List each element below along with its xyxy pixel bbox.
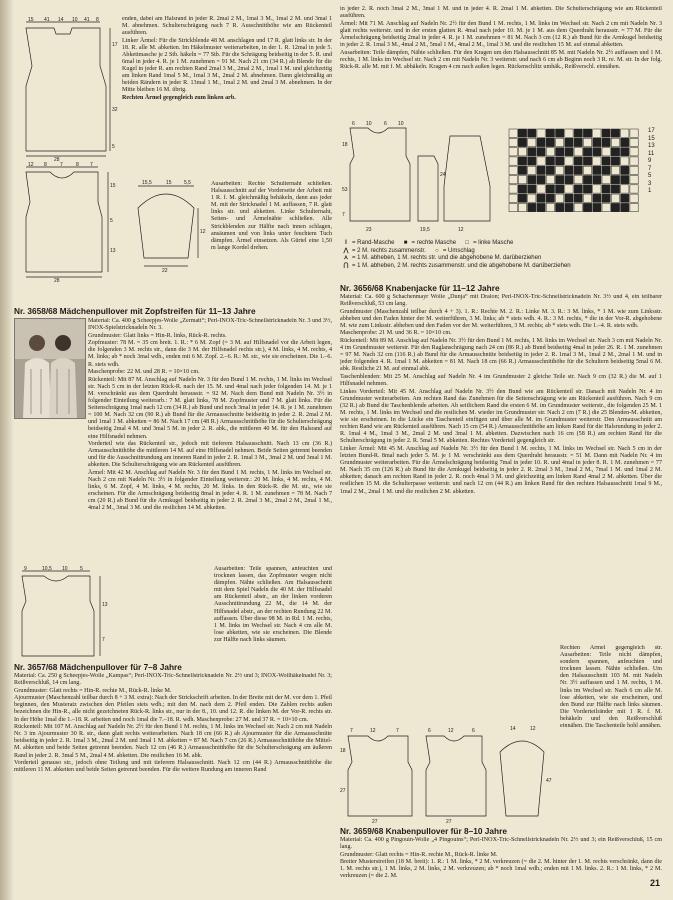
dim-label: 10,5: [42, 566, 52, 572]
binding-shadow: [0, 0, 14, 900]
chart-cell: [611, 194, 619, 202]
chart-cell: [528, 148, 536, 156]
chart-cell: [630, 166, 638, 174]
chart-cell: [537, 203, 545, 211]
chart-cell: [583, 185, 591, 193]
chart-cell: [611, 138, 619, 146]
chart-cell: [528, 203, 536, 211]
section-heading: Nr. 3657/68 Mädchenpullover für 7–8 Jahre: [14, 662, 182, 672]
chart-cell: [611, 185, 619, 193]
dim-label: 10: [398, 121, 404, 127]
paragraph: Zopfmuster: 78 M. = 35 cm breit. 1. R.: * 6 M. Zopf (= 3 M. auf Hilfsnadel vor die Arbeit legen, die folgenden 3 M. rechts str., dann die 3 M. der Hilfsnadel rechts str.), 4 M. links, 4 M. rechts, 4 M. links; ab * noch 3mal wdh., enden mit 6 M. Zopf. 2.–6. R.: M. str., wie sie erscheinen. Die 1.–6. R. stets wdh.: [88, 340, 332, 368]
chart-cell: [574, 138, 582, 146]
legend-row: [340, 240, 662, 248]
dim-label: 12: [530, 726, 536, 732]
chart-cell: [565, 148, 573, 156]
dim-label: 10: [62, 566, 68, 572]
dim-label: 12: [448, 728, 454, 734]
section-heading: Nr. 3658/68 Mädchenpullover mit Zopfstreifen für 11–13 Jahre: [14, 306, 256, 316]
page-number: 21: [649, 878, 660, 888]
chart-cell: [583, 129, 591, 137]
legend-text: = rechte Masche: [411, 240, 457, 246]
row-number-column: [648, 128, 668, 196]
chart-cell: [546, 166, 554, 174]
yarnover-symbol-icon: ○: [435, 247, 439, 254]
row-number: 9: [648, 158, 652, 164]
chart-cell: [593, 157, 601, 165]
row-number: 11: [648, 150, 655, 157]
dim-label: 27: [446, 819, 452, 824]
chart-cell: [518, 166, 526, 174]
row-number: 1: [648, 188, 652, 194]
dim-label: 6: [384, 121, 387, 127]
paragraph: Rechten Ärmel gegengleich zum linken arb.: [122, 95, 236, 102]
chart-cell: [528, 194, 536, 202]
paragraph: Ausarbeiten: Teile spannen, anfeuchten und trocknen lassen, das Zopfmuster wegen nicht dämpfen. Nähte schließen. Am Halsausschnitt mit dem Spiel Nadeln die 40 M. der Hilfsnadel am Rückenteil abstr., an der linken vorderen Ausschnittrundung 22 M., die 14 M. der Hilfsnadel abstr., an der rechten Rundung 22 M. auffassen. Über diese 98 M. in Rd. 1 M. rechts, 1 M. links im Wechsel str. Nach 4 cm alle M. lose abketten, wie sie erscheinen. Die Blende zur Hälfte nach links säumen.: [214, 566, 332, 643]
chart-cell: [630, 148, 638, 156]
chart-cell: [593, 194, 601, 202]
chart-cell: [621, 138, 629, 146]
dim-label: 19,5: [420, 227, 430, 233]
chart-cell: [546, 194, 554, 202]
paragraph: Taschenblenden: Mit 25 M. Anschlag auf Nadeln Nr. 4 im Grundmuster 2 gleiche Teile str. Nach 9 cm (32 R.) die M. auf 1 Hilfsnadel nehmen.: [340, 374, 662, 388]
chart-cell: [593, 129, 601, 137]
chart-cell: [611, 129, 619, 137]
pattern-3658-instructions: [88, 318, 332, 566]
instructions-continued: [122, 16, 332, 181]
chart-cell: [509, 148, 517, 156]
chart-cell: [565, 176, 573, 184]
chart-cell: [528, 185, 536, 193]
chart-cell: [602, 129, 610, 137]
chart-cell: [574, 194, 582, 202]
chart-cell: [509, 157, 517, 165]
k2tog-symbol-icon: ⋀: [343, 247, 349, 254]
chart-cell: [528, 129, 536, 137]
photo-girls-sweater: [14, 318, 86, 419]
chart-cell: [630, 129, 638, 137]
dim-label: 6: [472, 728, 475, 734]
chart-cell: [537, 166, 545, 174]
chart-cell: [621, 166, 629, 174]
chart-cell: [518, 194, 526, 202]
dim-label: 17: [112, 42, 118, 48]
paragraph: Rückenteil: Mit 89 M. Anschlag auf Nadeln Nr. 3½ für den Bund 1 M. rechts, 1 M. links im Wechsel str. Nach 3 cm mit Nadeln Nr. 4 im Grundmuster weiterstr. Für den Raglanschrägung nach 24 cm (86 R.) ab Bund beidseitig 4mal in jeder 26. R. 1 M. zunehmen = 97 M. Nach 32 cm (116 R.) ab Bund für die Armausschnitte beidseitig in jeder 2. R. 1mal 3 M., 1mal 2 M., 2mal 1 M. und in jeder folgenden 4. R. 1mal 1 M. abketten = 81 M. Nach 18 cm (66 R.) Armausschnitthöhe für die Schultern beidseitig 5mal 6 M. abk. Restliche 21 M. auf einmal abk.: [340, 338, 662, 373]
chart-cell: [518, 203, 526, 211]
paragraph: Vorderteil genauso str., jedoch ohne Teilung und mit tieferem Halsausschnitt. Nach 12 cm (44 R.) Armausschnitthöhe die mittleren 11 M. abketten und beide Seiten getrennt beenden. Für die weitere Rundung am inneren Rand: [14, 760, 332, 774]
chart-cell: [574, 129, 582, 137]
chart-cell: [593, 203, 601, 211]
chart-cell: [509, 129, 517, 137]
chart-cell: [509, 176, 517, 184]
legend-text: = Rand-Masche: [352, 240, 395, 246]
chart-cell: [537, 185, 545, 193]
material: Material: Ca. 250 g Scheepjes-Wolle „Kampas“; Perl-INOX-Tric-Schnellstricknadeln Nr. 2½ und 3; INOX-Wollhäkelnadel Nr. 3; Reißverschluß, 14 cm lang.: [14, 673, 332, 687]
chart-cell: [630, 194, 638, 202]
chart-cell: [528, 138, 536, 146]
material: Material: Ca. 600 g Schachenmayr Wolle „Dunja“ mit Dralon; Perl-INOX-Tric-Schnellstricknadeln Nr. 3½ und 4, ein teilbarer Reißverschluß, 53 cm lang.: [340, 294, 662, 308]
paragraph: Rückenteil: Mit 87 M. Anschlag auf Nadeln Nr. 3 für den Bund 1 M. rechts, 1 M. links im Wechsel str. Nach 5 cm in der letzten Rück-R. nach der 15. M. und 4mal nach jeder folgenden 14. M. je 1 M. verschränkt aus dem Querdraht herausstr. = 92 M. Nach dem Bund mit Nadeln Nr. 3½ in folgender Einteilung weiterarb.: 7 M. glatt links, 78 M. Zopfmuster und 7 M. glatt links. Für die Seitenschrägung 1mal nach 12 cm (34 R.) ab Bund und noch 3mal in jeder 14. R. je 1 M. zunehmen = 100 M. Nach 32 cm (90 R.) ab Bund für die Armausschnitte beidseitig in jeder 2. R. 2mal 2 M. und 1mal 1 M. abketten = 86 M. Nach 17 cm (48 R.) Armausschnitthöhe für die Schulterschrägung beidseitig 2mal 4 M. und 3mal 5 M. in jeder 2. R. abk., die mittleren 40 M. für den Halsrand auf eine Hilfsnadel nehmen.: [88, 376, 332, 440]
paragraph: Ärmel: Mit 42 M. Anschlag auf Nadeln Nr. 3 für den Bund 1 M. rechts, 1 M. links im Wechsel str. Nach 2 cm mit Nadeln Nr. 3½ in folgender Einteilung weiterstr.: 20 M. links, 4 M. rechts, 4 M. links, 6 M. Zopf, 4 M. links, 4 M. rechts, 20 M. links. In den Rück-R. die M. str., wie sie erscheinen. Für die Armschrägung beidseitig 8mal in jeder 4. R. 1 M. zunehmen = 78 M. Nach 7 cm (20 R.) ab Bund für die Armkugel beidseitig in jeder 2. R. 2mal 3 M., 2mal 2 M., 2mal 1 M., 4mal 2 M., 3mal 3 M. und die restlichen 14 M. abketten.: [88, 469, 332, 512]
pattern-schematic-front: [14, 162, 124, 282]
chart-cell: [621, 194, 629, 202]
dim-label: 8: [44, 162, 47, 168]
row-number: 17: [648, 128, 655, 134]
chart-cell: [546, 138, 554, 146]
legend-text: = 1 M. abheben, 1 M. rechts str. und die abgehobene M. darüberziehen: [352, 255, 542, 261]
dim-label: 5: [80, 566, 83, 572]
chart-cell: [528, 176, 536, 184]
dim-label: 7: [60, 162, 63, 168]
dim-label: 13: [102, 602, 108, 608]
legend-text: = 2 M. rechts zusammenstr.: [352, 247, 426, 254]
chart-cell: [602, 138, 610, 146]
chart-cell: [537, 129, 545, 137]
dim-label: 15: [28, 17, 34, 23]
chart-cell: [583, 194, 591, 202]
dim-label: 24: [440, 172, 446, 178]
paragraph: Maschenprobe: 22 M. und 28 R. = 10×10 cm.: [88, 369, 200, 376]
row-number: 5: [648, 173, 652, 179]
dim-label: 7: [102, 637, 105, 643]
dim-label: 8: [96, 17, 99, 23]
chart-cell: [602, 185, 610, 193]
chart-cell: [611, 203, 619, 211]
chart-cell: [556, 194, 564, 202]
chart-cell: [546, 129, 554, 137]
chart-cell: [565, 166, 573, 174]
dim-label: 6: [352, 121, 355, 127]
chart-cell: [630, 138, 638, 146]
chart-cell: [602, 166, 610, 174]
chart-cell: [621, 157, 629, 165]
chart-cell: [565, 203, 573, 211]
chart-cell: [556, 148, 564, 156]
chart-cell: [630, 157, 638, 165]
chart-cell: [518, 129, 526, 137]
pattern-schematic-back: [14, 16, 120, 161]
chart-cell: [602, 203, 610, 211]
chart-cell: [574, 148, 582, 156]
dim-label: 18: [342, 142, 348, 148]
chart-cell: [630, 176, 638, 184]
paragraph: Grundmuster (Maschenzahl teilbar durch 4 + 3). 1. R.: Rechte M. 2. R.: Linke M. 3. R.: 3 M. links, * 1 M. wie zum Linksstr. abheben und den Faden hinter der M. weiterführen, 3 M. links; ab * stets wdh. 4. R.: 3 M. rechts, * die in der Vor-R. abgehobene M. wie zum Linksstr. abheben und den Faden vor der M. weiterführen, 3 M. rechts; ab * stets wdh. Die 1.–4. R. stets wdh.: [340, 308, 662, 329]
paragraph: Ausarbeiten: Rechte Schulternaht schließen. Halsausschnitt auf der Vorderseite der Arbeit mit 1 R. f. M. gleichmäßig behäkeln, dann aus jeder M. mit der Stricknadel 1 M. auffassen, 7 R. glatt links str. und abketten. Linke Schulternaht, Seiten- und Ärmelnähte schließen. Alle Strickblenden zur Hälfte nach innen schlagen, ansäumen und von links unter feuchtem Tuch dämpfen. Ärmel einsetzen. Als Gürtel eine 1,50 m lange Kordel drehen.: [211, 181, 332, 251]
chart-cell: [546, 157, 554, 165]
paragraph: Maschenprobe: 21 M. und 36 R. = 10×10 cm.: [340, 330, 452, 337]
pattern-3658-assembly: [214, 566, 332, 658]
dim-label: 15,5: [142, 180, 152, 186]
row-number: 7: [648, 165, 652, 172]
dim-label: 10: [366, 121, 372, 127]
chart-cell: [574, 166, 582, 174]
legend-row: [340, 248, 662, 256]
paragraph: Ärmel: Mit 71 M. Anschlag auf Nadeln Nr. 2½ für den Bund 1 M. rechts, 1 M. links im Wechsel str. Nach 2 cm mit Nadeln Nr. 3 glatt rechts weiterstr. und in der ersten glatten R. 4mal nach jeder 10. M. je 1 M. aus dem Querdraht herausstr. = 77 M. Für die Ärmelschrägung beidseitig 2mal in jeder 4. R. je 1 M. zunehmen = 81 M. Nach 3 cm (12 R.) ab Bund für die Armkugel beidseitig in jeder 2. R. 1mal 3 M., 4mal 2 M., 5mal 1 M., 4mal 2 M., 1mal 3 M. und die restlichen 15 M. auf einmal abketten.: [340, 20, 662, 48]
dim-label: 12: [370, 728, 376, 734]
material: Material: Ca. 400 g Pingouin-Wolle „4 Pingouins“; Perl-INOX-Tric-Schnellstricknadeln Nr. 2½ und 3; ein Reißverschluß, 15 cm lang.: [340, 837, 662, 851]
dim-label: 15: [110, 183, 116, 189]
chart-cell: [518, 176, 526, 184]
dim-label: 28: [54, 157, 60, 161]
chart-cell: [537, 138, 545, 146]
chart-cell: [574, 157, 582, 165]
chart-cell: [583, 176, 591, 184]
dim-label: 27: [372, 819, 378, 824]
chart-cell: [611, 166, 619, 174]
chart-cell: [556, 185, 564, 193]
paragraph: Rechten Ärmel gegengleich str. Ausarbeiten: Teile nicht dämpfen, sondern spannen, anfeuchten und trocknen lassen. Nähte schließen. Um den Halsausschnitt 103 M. mit Nadeln Nr. 3½ auffassen und 1 M. rechts, 1 M. links im Wechsel str. Nach 6 cm alle M. lose abketten, wie sie erscheinen, und den Bund zur Hälfte nach links säumen. Die Vorderteilränder mit 1 R. f. M. behäkeln und den Reißverschluß einnähen. Die Taschenteile hohl annähen.: [560, 645, 662, 730]
dim-label: 13: [110, 248, 116, 254]
dim-label: 7: [90, 162, 93, 168]
paragraph: Ausarbeiten: Teile dämpfen, Nähte schließen. Für den Kragen um den Halsausschnitt 85 M. mit Nadeln Nr. 2½ auffassen und 1 M. rechts, 1 M. links im Wechsel str. Nach 2 cm mit Nadeln Nr. 3 weiterstr. und nach 6 cm ab Beginn noch 3 R. re. M. str. In der folg. Rück-R. alle M. mit f. M. abhäkeln. Kragen 4 cm nach außen legen. Rückenschlitz umhäk., Reißverschl. einnähen.: [340, 49, 662, 70]
purl-symbol-icon: □: [465, 240, 469, 246]
chart-cell: [556, 138, 564, 146]
chart-cell: [518, 148, 526, 156]
dim-label: 53: [342, 187, 348, 193]
knit-symbol-icon: ■: [403, 240, 408, 246]
paragraph: Linker Ärmel: Für die Strickblende 48 M. anschlagen und 17 R. glatt links str. In der 18. R. alle M. abketten. Im Häkelmuster weiterarbeiten, in der 1. R. 12mal in jede 5. Abkettmasche je 2 Stb. häkeln = 77 Stb. Für die Schrägung beidseitig in der 5. R. und 6mal in jeder 4. R. je 1 M. zunehmen = 91 M. Nach 21 cm (34 R.) ab Blende für die Kugel in jeder R. am rechten Rand 2mal 3 M., 2mal 2 M., 1mal 1 M. und gleichzeitig am linken Rand 1mal 5 M., 1mal 3 M., 2mal 2 M. abnehmen. Dann gleichmäßig an beiden Rändern in jeder R. 13mal 1 M., 1mal 2 M. und 2mal 3 M. abnehmen. In der Mitte bleiben 16 M. übrig.: [122, 37, 332, 94]
material: Material: Ca. 400 g Scheepjes-Wolle „Zermatt“; Perl-INOX-Tric-Schnellstricknadeln Nr. 3 und 3½, INOX-Spielstricknadeln Nr. 3.: [88, 318, 332, 332]
chart-cell: [528, 157, 536, 165]
chart-cell: [565, 157, 573, 165]
chart-cell: [621, 185, 629, 193]
chart-cell: [602, 176, 610, 184]
dim-label: 7: [396, 728, 399, 734]
chart-cell: [611, 157, 619, 165]
chart-cell: [537, 157, 545, 165]
chart-cell: [537, 194, 545, 202]
row-number: 3: [648, 180, 652, 187]
dim-label: 23: [366, 227, 372, 233]
chart-cell: [546, 203, 554, 211]
chart-cell: [537, 148, 545, 156]
pattern-schematic-sleeve: [128, 178, 208, 273]
row-number: 13: [648, 143, 655, 149]
chart-cell: [621, 148, 629, 156]
dim-label: 28: [54, 278, 60, 282]
chart-cell: [611, 148, 619, 156]
paragraph: Vorderteil wie das Rückenteil str., jedoch mit tieferem Halsausschnitt. Nach 13 cm (36 R.) Armausschnitthöhe die mittleren 14 M. auf eine Hilfsnadel nehmen. Beide Seiten getrennt beenden und für die Ausschnittrundung am inneren Rand in jeder 2. R. 1mal 3 M., 3mal 2 M. und 3mal 1 M. abketten. Die Schulterschrägung wie am Rückenteil ausführen.: [88, 441, 332, 469]
dim-label: 41: [84, 17, 90, 23]
chart-cell: [509, 194, 517, 202]
chart-cell: [556, 129, 564, 137]
chart-cell: [565, 194, 573, 202]
paragraph: Grundmuster: Glatt rechts = Hin-R. rechte M., Rück-R. linke M.: [14, 687, 172, 694]
dim-label: 47: [546, 778, 552, 784]
chart-cell: [593, 166, 601, 174]
dim-label: 18: [340, 748, 346, 754]
dim-label: 9: [24, 566, 27, 572]
chart-cell: [565, 138, 573, 146]
dim-label: 5: [110, 218, 113, 224]
chart-cell: [583, 138, 591, 146]
chart-cell: [602, 194, 610, 202]
chart-cell: [556, 176, 564, 184]
chart-cell: [583, 157, 591, 165]
chart-cell: [556, 203, 564, 211]
chart-cell: [509, 138, 517, 146]
chart-cell: [509, 203, 517, 211]
paragraph: Linkes Vorderteil: Mit 45 M. Anschlag auf Nadeln Nr. 3½ den Bund wie am Rückenteil str. Danach mit Nadeln Nr. 4 im Grundmuster weiterarbeiten. Am rechten Rand das Zunehmen für die Seitenschrägung wie am Rückenteil ausführen. Nach 9 cm (32 R.) ab Bund die Taschenblende arbeiten. Ab seitlichem Rand die ersten 6 M. im Grundmuster weiterstr., die folgenden 25 M. 1 M. rechts, 1 M. links im Wechsel und die restlichen M. wieder im Grundmuster str. Nach 2 cm (7 R.) die 25 Blenden-M. abketten, wie sie erscheinen. In die Lücke ein Taschenteil einfügen und über alle M. im Grundmuster weiterstr. Den Armausschnitt am rechten Rand wie am Rückenteil ausführen. Nach 15 cm (54 R.) Armausschnitthöhe am linken Rand für die Halsrundung in jeder 2. R. 1mal 4 M., 1mal 3 M., 2mal 2 M. und 3mal 1 M. abketten. Dazwischen nach 16 cm (58 R.) am rechten Rand für die Schulterschrägung in jeder 2. R. 5mal 5 M. abketten. Rechtes Vorderteil gegengleich str.: [340, 388, 662, 445]
dim-label: 27: [340, 788, 346, 794]
chart-cell: [509, 185, 517, 193]
dim-label: 12: [458, 227, 464, 233]
chart-cell: [574, 176, 582, 184]
chart-cell: [546, 185, 554, 193]
skp-symbol-icon: ⋏: [343, 255, 349, 261]
chart-cell: [593, 176, 601, 184]
chart-cell: [630, 185, 638, 193]
chart-cell: [509, 166, 517, 174]
chart-cell: [528, 166, 536, 174]
paragraph: Rückenteil: Mit 107 M. Anschlag auf Nadeln Nr. 2½ für den Bund 1 M. rechts, 1 M. links im Wechsel str. Nach 2 cm mit Nadeln Nr. 3 im Ajourmuster 30 R. str., dann glatt rechts weiterarbeiten. Nach 18 cm (66 R.) ab Ajourmuster für die Armausschnitte beidseitig in jeder 2. R. 1mal 3 M., 2mal 2 M. und 3mal 1 M. abketten = 87 M. Nach 7 cm (26 R.) Armausschnitthöhe die Mittel-M. abketten und beide Seiten getrennt beenden. Nach 12 cm (46 R.) Armausschnitthöhe für die Schulterschrägung am äußeren Rand in jeder 2. R. 3mal 5 M., 2mal 4 M. abketten. Die restlichen 16 M. abk.: [14, 724, 332, 759]
chart-legend: [340, 240, 662, 270]
pattern-3657-continued: [340, 6, 662, 106]
paragraph: in jeder 2. R. noch 3mal 2 M., 3mal 1 M. und in jeder 4. R. 2mal 1 M. abketten. Die Schulterschrägung wie am Rückenteil ausführen.: [340, 6, 662, 20]
chart-cell: [556, 166, 564, 174]
dim-label: 14: [510, 726, 516, 732]
legend-row: [340, 263, 662, 271]
chart-cell: [602, 157, 610, 165]
chart-cell: [565, 129, 573, 137]
row-number: 15: [648, 135, 655, 142]
dim-label: 41: [44, 17, 50, 23]
paragraph: enden, dabei am Halsrand in jeder R. 2mal 2 M., 1mal 3 M., 1mal 2 M. und 3mal 1 M. abnehmen. Schulterschrägung nach 7 R. Ausschnitthöhe wie am Rückenteil ausführen.: [122, 16, 332, 37]
chart-cell: [518, 185, 526, 193]
paragraph: Grundmuster: Glatt links = Hin-R. links, Rück-R. rechts.: [88, 332, 227, 339]
chart-cell: [583, 203, 591, 211]
dim-label: 15: [166, 180, 172, 186]
dim-label: 14: [58, 17, 64, 23]
sk2p-symbol-icon: ⋂: [343, 262, 349, 269]
chart-cell: [556, 157, 564, 165]
dim-label: 12: [200, 229, 206, 235]
chart-cell: [574, 185, 582, 193]
paragraph: Linker Ärmel: Mit 45 M. Anschlag auf Nadeln Nr. 3½ für den Bund 1 M. rechts, 1 M. links im Wechsel str. Nach 5 cm in der letzten Bund-R. 8mal nach jeder 5. M. je 1 M. verschränkt aus dem Querdraht herausstr. = 51 M. Dann mit Nadeln Nr. 4 im Grundmuster weiterarbeiten. Für die Ärmelschrägung beidseitig 7mal in jeder 10. R. und 4mal in jeder 8. R. 1 M. zunehmen = 77 M. Nach 35 cm (126 R.) ab Bund für die Armkugel beidseitig in jeder 2. R. 2mal 3 M., 3mal 2 M., 7mal 1 M. und 1mal 2 M. abketten; danach am rechten Rand in jeder 2. R. noch 4mal 3 M. und gleichzeitig am linken Rand 4mal 2 M. abketten. Über die restlichen 15 M. die Schulterpasse weiterstr. und nach 12 cm (44 R.) am linken Rand für den rechten Halsausschnitt 1mal 9 M., 1mal 2 M., 2mal 1 M. und die restlichen 2 M. abketten.: [340, 445, 662, 495]
chart-cell: [593, 138, 601, 146]
chart-cell: [574, 203, 582, 211]
dim-label: 10: [72, 17, 78, 23]
assembly-instructions: [211, 181, 332, 306]
legend-text: = 1 M. abheben, 2 M. rechts zusammenstr. und die abgehobene M. darüberziehen: [352, 262, 571, 269]
rand-symbol-icon: I: [345, 240, 347, 246]
chart-cell: [583, 148, 591, 156]
legend-row: [340, 255, 662, 263]
dim-label: 7: [342, 212, 345, 218]
chart-cell: [611, 176, 619, 184]
pattern-schematic-3657: [14, 566, 124, 666]
chart-cell: [621, 129, 629, 137]
dim-label: 6: [428, 728, 431, 734]
dim-label: 7: [350, 728, 353, 734]
pattern-3659-instructions: [340, 837, 662, 887]
dim-label: 5: [112, 144, 115, 150]
legend-text: = Umschlag: [442, 247, 475, 254]
pattern-schematic-jacket: [340, 116, 500, 236]
stitch-grid: [508, 128, 648, 212]
chart-cell: [546, 148, 554, 156]
section-heading: Nr. 3656/68 Knabenjacke für 11–12 Jahre: [340, 283, 500, 293]
legend-text: = linke Masche: [473, 240, 514, 246]
paragraph: Breiter Musterstreifen (18 M. breit): 1. R.: 1 M. links, * 2 M. verkreuzen (= die 2. M. hinter der 1. M. rechts verschränkt, dann die 1. M. rechts str.), 1 M. links, 2 M. links, 2 M. verkreuzen; ab * noch 1mal wdh.; enden mit 1 M. links. 2. R.: 1 M. links, * 2 M. verkreuzen (= die 2. M.: [340, 859, 662, 880]
dim-label: 32: [112, 107, 118, 113]
chart-cell: [602, 148, 610, 156]
pattern-3657-instructions: [14, 673, 332, 888]
chart-cell: [593, 148, 601, 156]
pattern-schematic-3659: [340, 722, 558, 824]
chart-cell: [546, 176, 554, 184]
chart-cell: [621, 176, 629, 184]
chart-cell: [565, 185, 573, 193]
chart-cell: [518, 138, 526, 146]
chart-cell: [621, 203, 629, 211]
chart-cell: [583, 166, 591, 174]
knitting-chart: [508, 128, 648, 217]
section-heading: Nr. 3659/68 Knabenpullover für 8–10 Jahre: [340, 826, 507, 836]
dim-label: 5,5: [184, 180, 191, 186]
pattern-3656-assembly: [560, 645, 662, 810]
chart-cell: [593, 185, 601, 193]
dim-label: 8: [76, 162, 79, 168]
chart-cell: [518, 157, 526, 165]
chart-cell: [537, 176, 545, 184]
paragraph: Ajourmuster (Maschenzahl teilbar durch 8 + 3 M. extra): Nach der Strickschrift arbeiten. In der Breite mit der M. vor dem 1. Pfeil beginnen, den Musteratz zwischen den Pfeilen stets wdh.; mit den M. nach dem 2. Pfeil enden. Die Zahlen rechts außen bezeichnen die Hin-R., alle nicht gezeichneten Rück-R. links str., nur in der 8., 10. und 12. R. die linken M. der Vor-R. rechts str. In der Höhe 1mal die 1.–18. R. arbeiten und noch 1mal die 7.–18. R. wdh. Maschenprobe: 27 M. und 37 R. = 10×10 cm.: [14, 695, 332, 723]
dim-label: 22: [162, 268, 168, 273]
chart-cell: [630, 203, 638, 211]
dim-label: 12: [28, 162, 34, 168]
paragraph: Grundmuster: Glatt rechts = Hin-R. rechte M., Rück-R. linke M.: [340, 851, 498, 858]
